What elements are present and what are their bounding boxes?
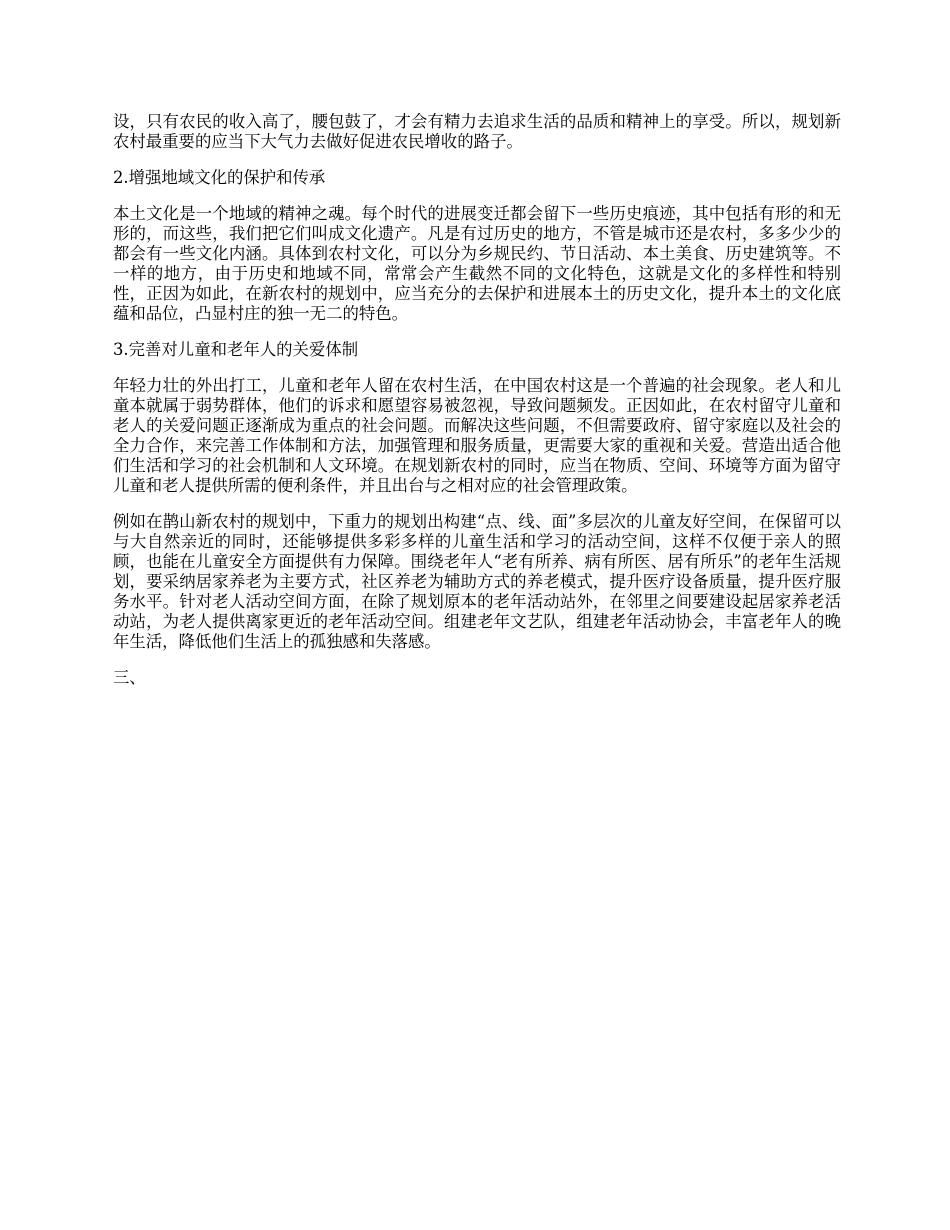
section-marker: 三、 [113, 668, 146, 687]
paragraph-care: 年轻力壮的外出打工，儿童和老年人留在农村生活，在中国农村这是一个普遍的社会现象。老人和儿童本就属于弱势群体，他们的诉求和愿望容易被忽视，导致问题频发。正因如此，在农村留守儿童和老人的关爱问题正逐渐成为重点的社会问题。而解决这些问题，不但需要政府、留守家庭以及社会的全力合作，来完善工作体制和方法，加强管理和服务质量，更需要大家的重视和关爱。营造出适合他们生活和学习的社会机制和人文环境。在规划新农村的同时，应当在物质、空间、环境等方面为留守儿童和老人提供所需的便利条件，并且出台与之相对应的社会管理政策。 [113, 376, 841, 495]
paragraph-income: 设，只有农民的收入高了，腰包鼓了，才会有精力去追求生活的品质和精神上的享受。所以，规划新农村最重要的应当下大气力去做好促进农民增收的路子。 [113, 112, 841, 151]
section-heading-care: 3.完善对儿童和老年人的关爱体制 [113, 340, 359, 359]
paragraph-example: 例如在鹊山新农村的规划中，下重力的规划出构建“点、线、面”多层次的儿童友好空间，在保留可以与大自然亲近的同时，还能够提供多彩多样的儿童生活和学习的活动空间，这样不仅便于亲人的照顾，也能在儿童安全方面提供有力保障。围绕老年人“老有所养、病有所医、居有所乐”的老年生活规划，要采纳居家养老为主要方式，社区养老为辅助方式的养老模式，提升医疗设备质量，提升医疗服务水平。针对老人活动空间方面，在除了规划原本的老年活动站外，在邻里之间要建设起居家养老活动站，为老人提供离家更近的老年活动空间。组建老年文艺队，组建老年活动协会，丰富老年人的晚年生活，降低他们生活上的孤独感和失落感。 [113, 512, 841, 651]
document-page [113, 112, 841, 688]
paragraph-culture: 本土文化是一个地域的精神之魂。每个时代的进展变迁都会留下一些历史痕迹，其中包括有形的和无形的，而这些，我们把它们叫成文化遗产。凡是有过历史的地方，不管是城市还是农村，多多少少的都会有一些文化内涵。具体到农村文化，可以分为乡规民约、节日活动、本土美食、历史建筑等。不一样的地方，由于历史和地域不同，常常会产生截然不同的文化特色，这就是文化的多样性和特别性，正因为如此，在新农村的规划中，应当充分的去保护和进展本土的历史文化，提升本土的文化底蕴和品位，凸显村庄的独一无二的特色。 [113, 204, 841, 323]
section-heading-culture: 2.增强地域文化的保护和传承 [113, 168, 326, 187]
